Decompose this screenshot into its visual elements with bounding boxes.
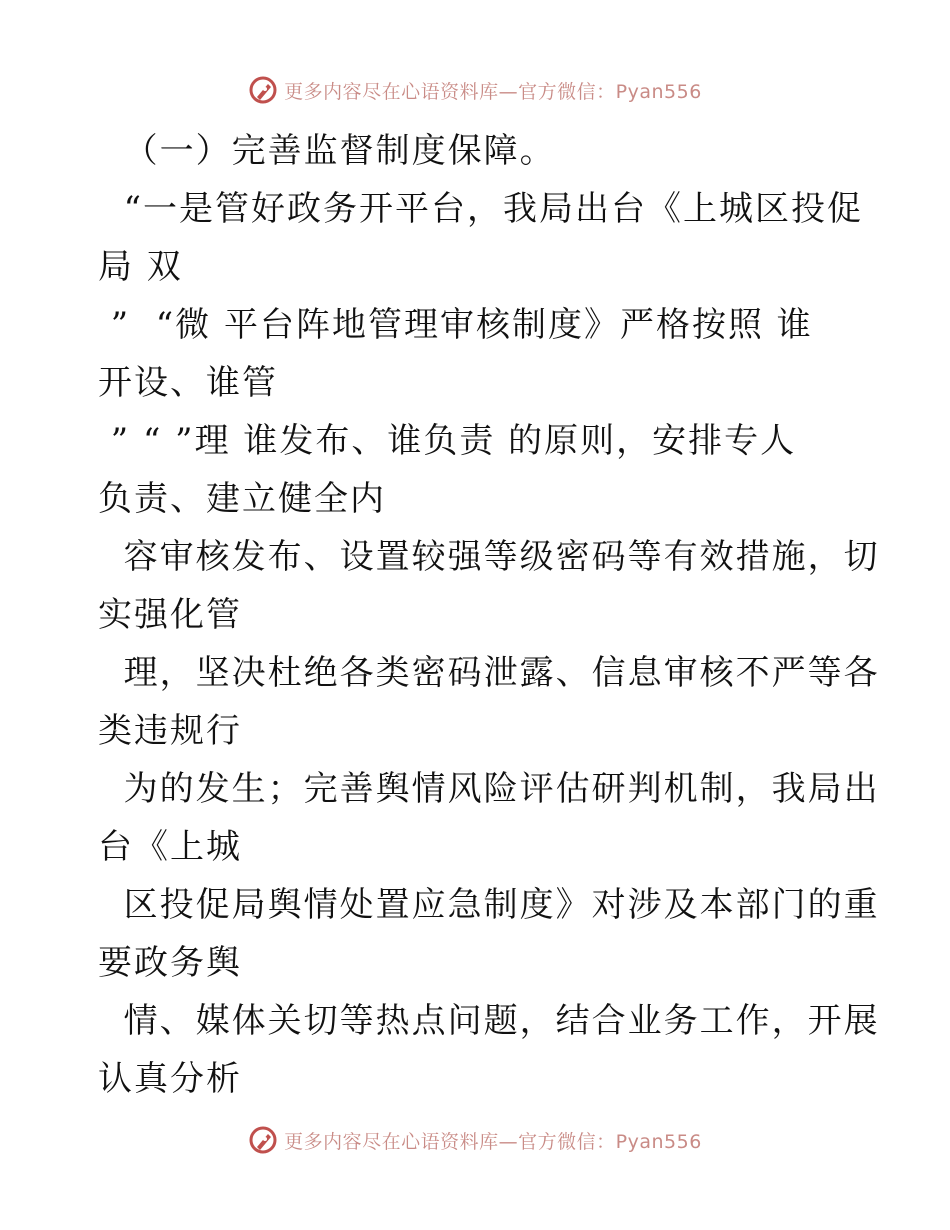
body-line: 负责、建立健全内 [98, 479, 386, 519]
body-line: 要政务舆 [98, 943, 242, 983]
body-line: 区投促局舆情处置应急制度》对涉及本部门的重 [98, 885, 880, 925]
body-line: 实强化管 [98, 595, 242, 635]
pen-nib-logo-icon [248, 1125, 278, 1155]
body-line: （一）完善监督制度保障。 [98, 131, 556, 171]
body-line: 情、媒体关切等热点问题，结合业务工作，开展 [98, 1001, 880, 1041]
body-line: 类违规行 [98, 711, 242, 751]
body-line: 容审核发布、设置较强等级密码等有效措施，切 [98, 537, 880, 577]
body-line: 台《上城 [98, 827, 242, 867]
body-line: ” “微 平台阵地管理审核制度》严格按照 谁 [98, 305, 813, 345]
body-line: 理，坚决杜绝各类密码泄露、信息审核不严等各 [98, 653, 880, 693]
document-body [98, 122, 880, 1108]
footer-banner-text: 更多内容尽在心语资料库—官方微信：Pyan556 [284, 1130, 702, 1153]
body-line: 局 双 [98, 247, 183, 287]
body-line: 认真分析 [98, 1059, 242, 1099]
body-line: 为的发生；完善舆情风险评估研判机制，我局出 [98, 769, 880, 809]
pen-nib-logo-icon [248, 75, 278, 105]
body-line: ” “ ”理 谁发布、谁负责 的原则，安排专人 [98, 421, 797, 461]
body-line: 开设、谁管 [98, 363, 278, 403]
header-banner-text: 更多内容尽在心语资料库—官方微信：Pyan556 [284, 80, 702, 103]
footer-banner [0, 1122, 950, 1158]
header-banner [0, 72, 950, 108]
body-line: “一是管好政务开平台，我局出台《上城区投促 [98, 189, 863, 229]
